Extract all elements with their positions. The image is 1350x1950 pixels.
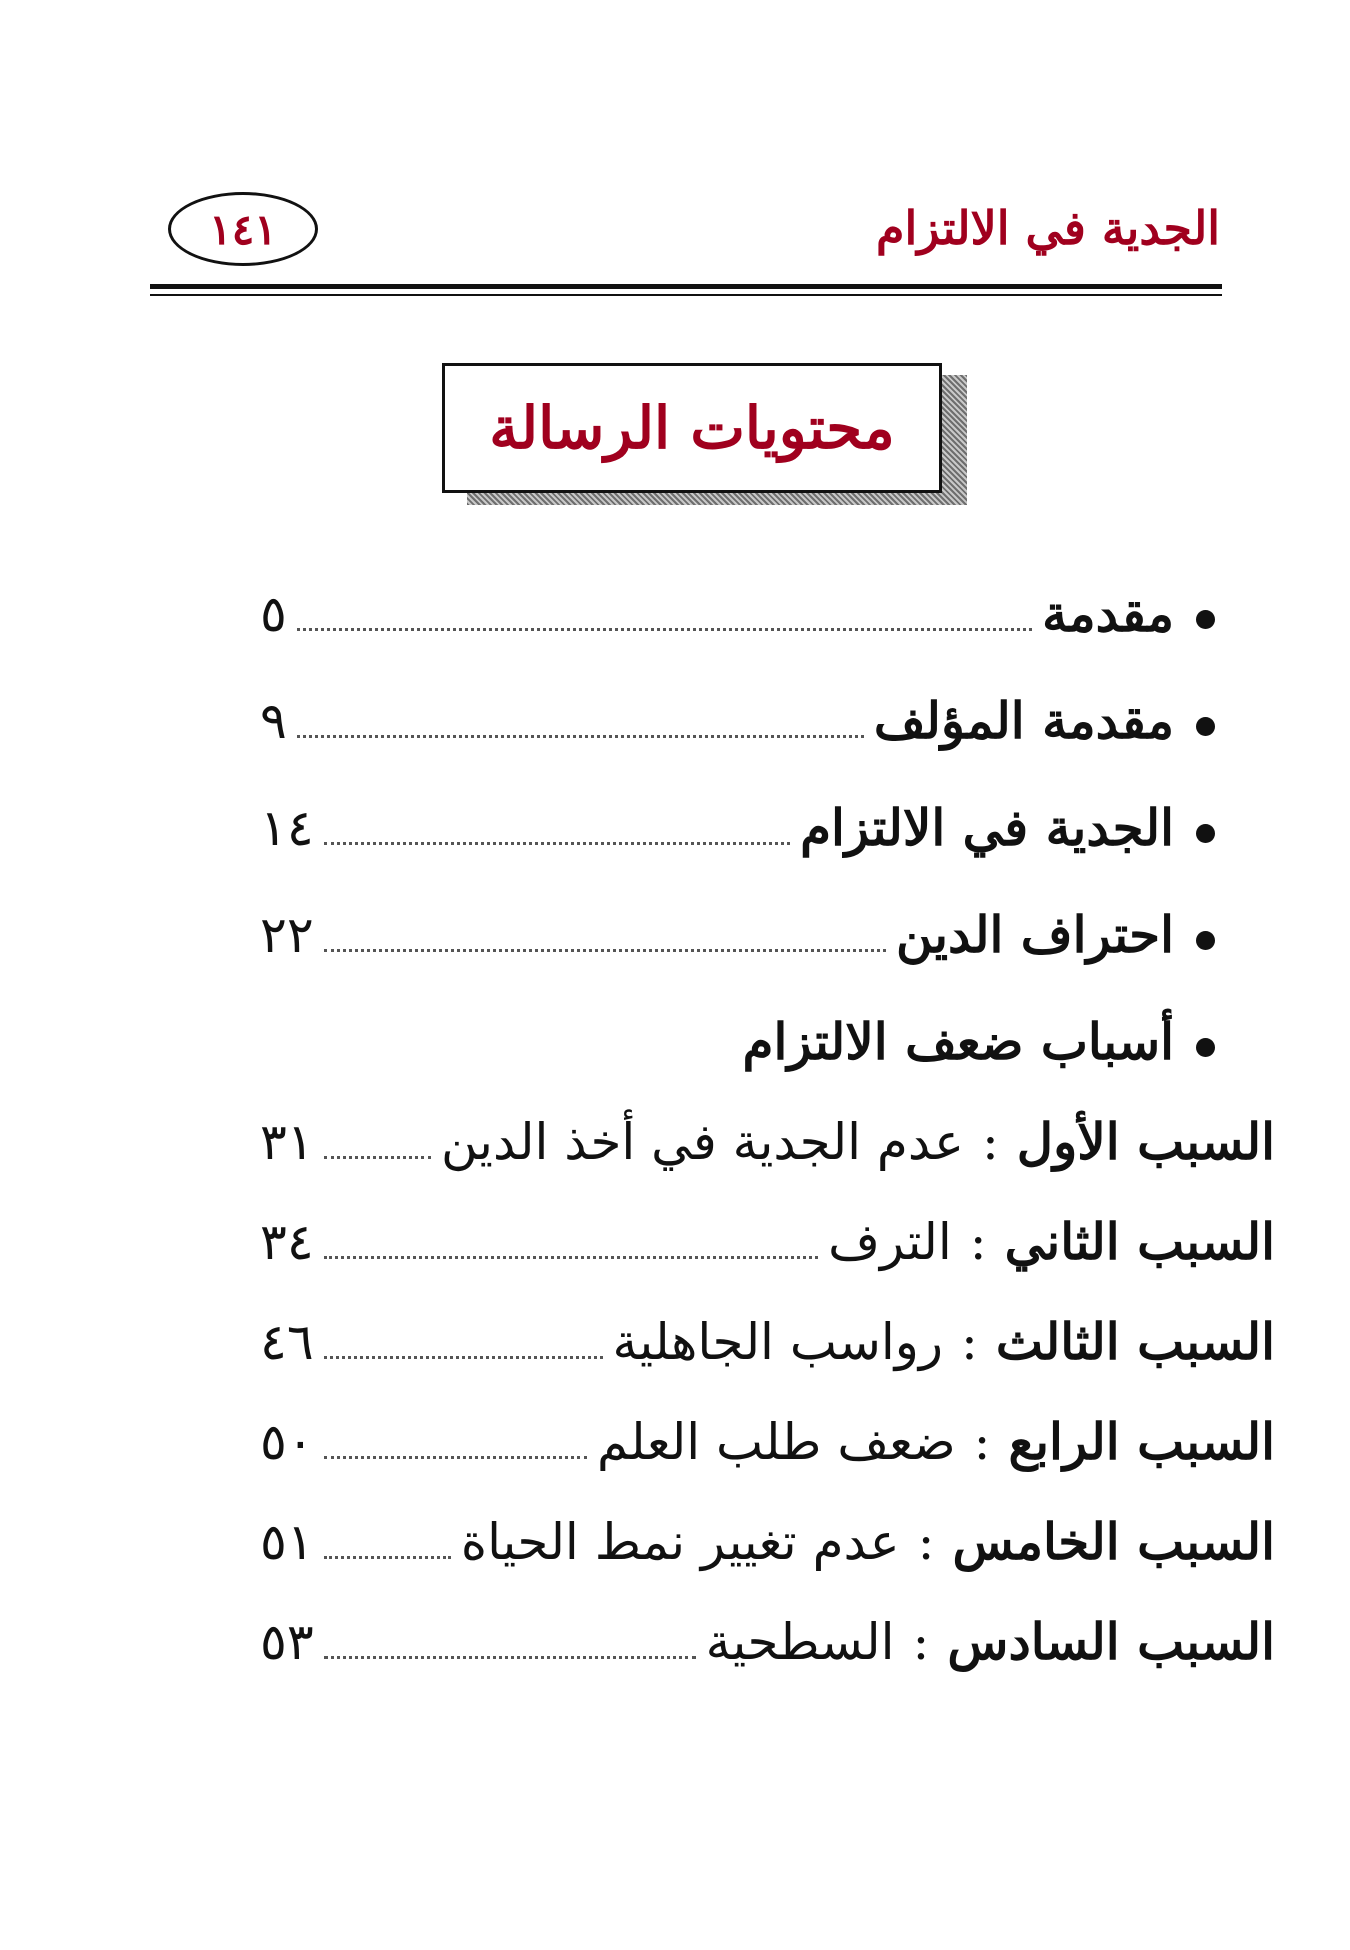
- cause-colon: :: [981, 1113, 999, 1171]
- toc-entry-title: الجدية في الالتزام: [800, 798, 1174, 857]
- cause-topic: عدم الجدية في أخذ الدين: [440, 1113, 964, 1171]
- cause-label: السبب الخامس: [952, 1512, 1275, 1571]
- toc-cause-entry: [260, 1175, 1275, 1275]
- dot-leader: [324, 1256, 818, 1259]
- dot-leader: [297, 735, 864, 738]
- toc-cause-entry: [260, 1075, 1275, 1175]
- cause-label: السبب الثالث: [995, 1312, 1275, 1371]
- dot-leader: [324, 1356, 603, 1359]
- cause-label: السبب السادس: [947, 1612, 1275, 1671]
- cause-page: ٥٠: [260, 1413, 314, 1471]
- toc-cause-entry: [260, 1575, 1275, 1675]
- bullet-icon: [1196, 931, 1215, 950]
- dot-leader: [297, 628, 1032, 631]
- cause-topic: رواسب الجاهلية: [612, 1313, 944, 1371]
- toc-entry-page: ٢٢: [260, 906, 314, 964]
- cause-page: ٥١: [260, 1513, 314, 1571]
- table-of-contents: [260, 540, 1275, 1675]
- toc-entry-title: مقدمة: [1042, 584, 1174, 643]
- bullet-icon: [1196, 824, 1215, 843]
- bullet-icon: [1196, 717, 1215, 736]
- dot-leader: [324, 842, 790, 845]
- cause-colon: :: [961, 1313, 978, 1371]
- cause-topic: الترف: [828, 1213, 952, 1271]
- toc-entry-page: ٩: [260, 692, 287, 750]
- title-box: [442, 363, 942, 493]
- toc-entry-page: ٥: [260, 585, 287, 643]
- cause-colon: :: [912, 1613, 930, 1671]
- toc-cause-entry: [260, 1275, 1275, 1375]
- bullet-icon: [1196, 1038, 1215, 1057]
- cause-topic: السطحية: [705, 1613, 895, 1671]
- toc-entry-title: احتراف الدين: [896, 905, 1174, 964]
- toc-section-heading: [260, 968, 1215, 1075]
- running-title: الجدية في الالتزام: [875, 201, 1220, 255]
- cause-label: السبب الثاني: [1004, 1212, 1275, 1271]
- dot-leader: [324, 1556, 451, 1559]
- toc-cause-entry: [260, 1375, 1275, 1475]
- dot-leader: [324, 1456, 587, 1459]
- cause-topic: عدم تغيير نمط الحياة: [460, 1513, 900, 1571]
- toc-entry-page: ١٤: [260, 799, 314, 857]
- dot-leader: [324, 1656, 696, 1659]
- header-rule: [150, 284, 1222, 289]
- cause-label: السبب الرابع: [1008, 1412, 1275, 1471]
- cause-topic: ضعف طلب العلم: [597, 1413, 956, 1471]
- page-number-oval: [168, 192, 318, 266]
- toc-cause-entry: [260, 1475, 1275, 1575]
- cause-page: ٥٣: [260, 1613, 314, 1671]
- page-title: محتويات الرسالة: [489, 394, 895, 462]
- toc-entry-title: مقدمة المؤلف: [873, 691, 1174, 750]
- cause-colon: :: [973, 1413, 991, 1471]
- bullet-icon: [1196, 610, 1215, 629]
- cause-page: ٣٤: [260, 1213, 314, 1271]
- cause-colon: :: [917, 1513, 935, 1571]
- toc-section-title: أسباب ضعف الالتزام: [742, 1012, 1174, 1071]
- header-rule-thin: [150, 294, 1222, 296]
- toc-entry: [260, 754, 1215, 861]
- dot-leader: [324, 949, 886, 952]
- toc-entry: [260, 647, 1215, 754]
- dot-leader: [324, 1156, 431, 1159]
- cause-label: السبب الأول: [1016, 1112, 1275, 1171]
- page-number: ١٤١: [209, 204, 277, 254]
- toc-entry: [260, 861, 1215, 968]
- toc-entry: [260, 540, 1215, 647]
- cause-page: ٤٦: [260, 1313, 314, 1371]
- cause-colon: :: [969, 1213, 987, 1271]
- cause-page: ٣١: [260, 1113, 314, 1171]
